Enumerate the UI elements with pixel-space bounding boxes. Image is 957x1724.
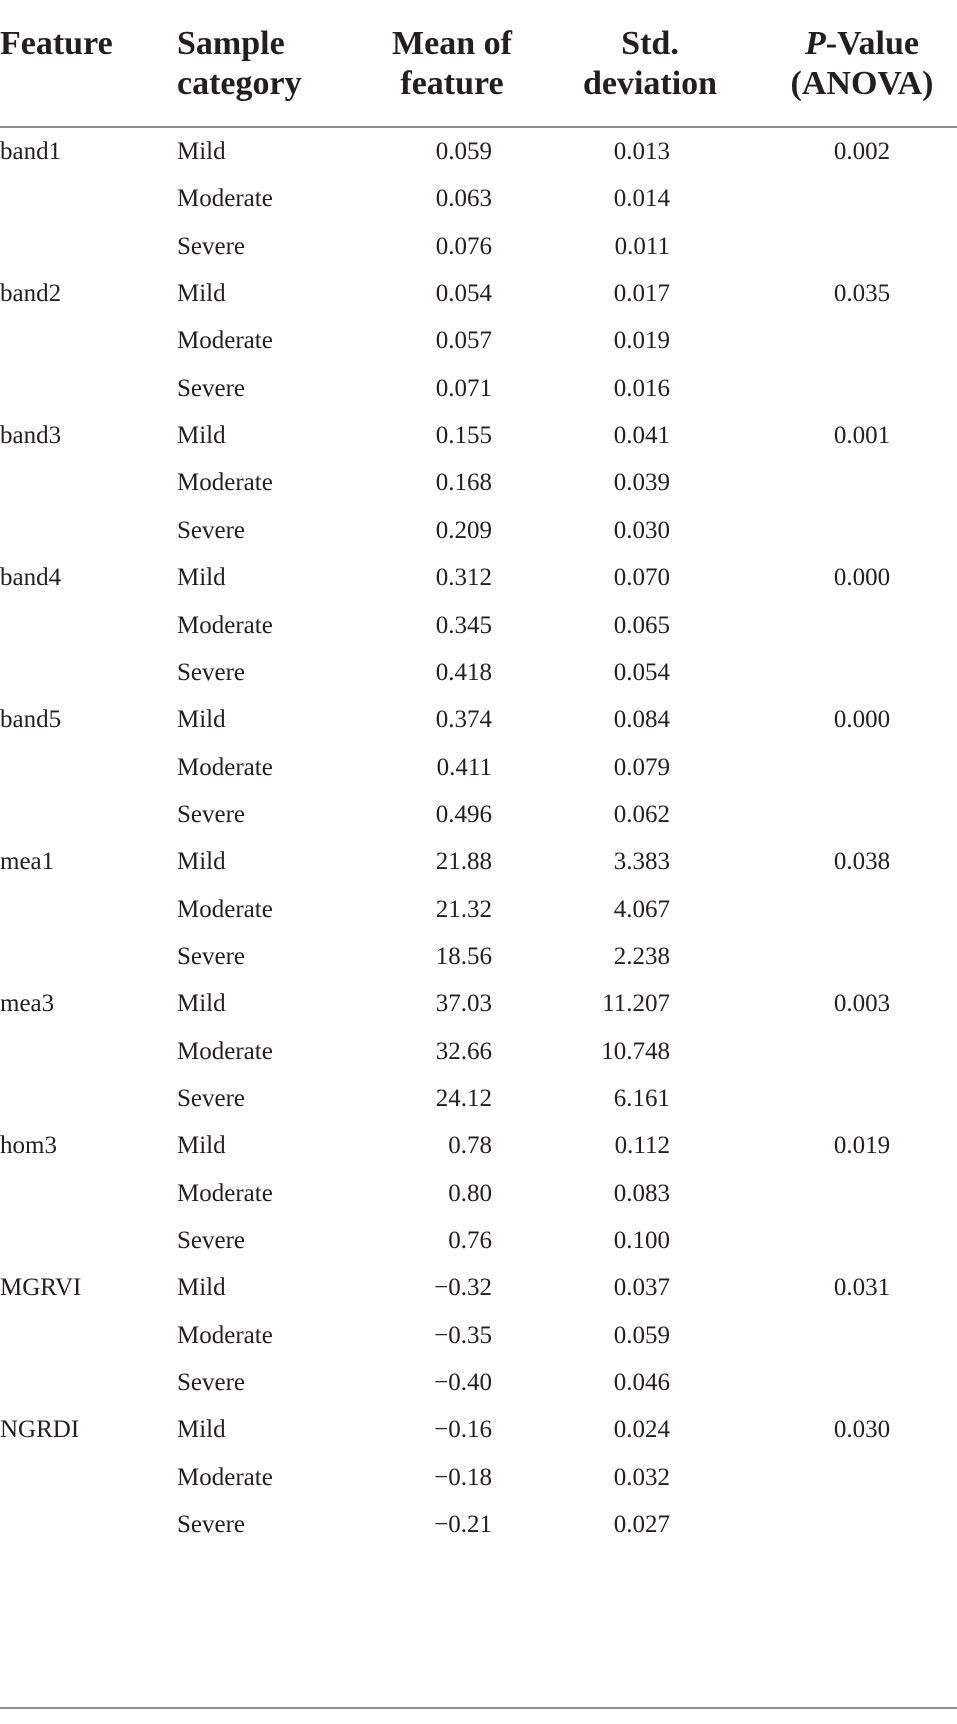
- cell-std-deviation: 0.039: [613, 469, 670, 497]
- cell-sample-category: Moderate: [177, 753, 273, 781]
- table-row: [0, 742, 957, 794]
- cell-mean: 0.80: [448, 1179, 492, 1207]
- cell-std-deviation: 0.054: [613, 658, 670, 686]
- cell-mean: 37.03: [435, 990, 492, 1018]
- header-std-deviation: [550, 24, 750, 104]
- cell-std-deviation: 0.014: [613, 185, 670, 213]
- cell-feature: band5: [0, 706, 62, 734]
- cell-std-deviation: 2.238: [613, 942, 670, 970]
- table-row: [0, 694, 957, 746]
- cell-std-deviation: 0.019: [613, 327, 670, 355]
- table-row: [0, 457, 957, 509]
- cell-std-deviation: 4.067: [613, 895, 670, 923]
- table-row: [0, 1215, 957, 1267]
- cell-std-deviation: 0.062: [613, 800, 670, 828]
- table-row: [0, 1120, 957, 1172]
- cell-sample-category: Severe: [177, 1511, 246, 1539]
- cell-feature: hom3: [0, 1132, 57, 1160]
- table-row: [0, 978, 957, 1030]
- header-p-line-1: [762, 24, 957, 64]
- header-feature: [0, 24, 113, 64]
- cell-std-deviation: 0.070: [613, 564, 670, 592]
- cell-p-value: 0.002: [833, 138, 891, 165]
- cell-std-deviation: 11.207: [602, 990, 670, 1018]
- cell-p-value: 0.000: [833, 706, 891, 734]
- cell-mean: −0.21: [434, 1511, 492, 1539]
- cell-sample-category: Moderate: [177, 895, 273, 923]
- cell-p-value: 0.001: [833, 422, 891, 450]
- cell-sample-category: Severe: [177, 516, 246, 544]
- cell-mean: 0.209: [435, 516, 492, 544]
- cell-sample-category: Mild: [177, 422, 226, 450]
- table-row: [0, 221, 957, 273]
- cell-sample-category: Mild: [177, 706, 226, 734]
- table-row: [0, 931, 957, 983]
- cell-mean: 0.059: [435, 138, 492, 165]
- header-category-line-2: category: [177, 65, 302, 102]
- header-p-line-2: (ANOVA): [790, 65, 934, 102]
- cell-sample-category: Severe: [177, 1085, 246, 1112]
- cell-mean: −0.16: [434, 1416, 492, 1444]
- cell-sample-category: Moderate: [177, 327, 273, 355]
- cell-mean: 0.345: [435, 611, 492, 639]
- cell-feature: NGRDI: [0, 1416, 80, 1444]
- cell-mean: 21.32: [435, 895, 492, 923]
- cell-mean: 0.76: [448, 1227, 492, 1255]
- table-row: [0, 363, 957, 415]
- cell-feature: MGRVI: [0, 1274, 82, 1302]
- cell-sample-category: Mild: [177, 280, 226, 308]
- cell-mean: 0.496: [435, 800, 492, 828]
- cell-mean: 0.071: [435, 374, 492, 402]
- cell-p-value: 0.035: [833, 280, 891, 308]
- cell-std-deviation: 0.017: [613, 280, 670, 308]
- cell-sample-category: Severe: [177, 1369, 246, 1397]
- table-row: [0, 600, 957, 652]
- table-row: [0, 505, 957, 557]
- cell-mean: −0.32: [434, 1274, 492, 1302]
- cell-feature: band1: [0, 138, 62, 165]
- cell-std-deviation: 0.065: [613, 611, 670, 639]
- cell-sample-category: Moderate: [177, 469, 273, 497]
- cell-feature: band2: [0, 280, 62, 308]
- table-row: [0, 1262, 957, 1314]
- cell-sample-category: Severe: [177, 374, 246, 402]
- cell-std-deviation: 10.748: [601, 1037, 670, 1065]
- cell-sample-category: Severe: [177, 800, 246, 828]
- cell-std-deviation: 0.100: [613, 1227, 670, 1255]
- cell-mean: 0.78: [448, 1132, 492, 1160]
- table-row: [0, 1452, 957, 1504]
- cell-p-value: 0.030: [833, 1416, 891, 1444]
- table-row: [0, 1499, 957, 1551]
- cell-sample-category: Severe: [177, 232, 246, 260]
- header-std-line-1: Std.: [621, 25, 679, 62]
- cell-sample-category: Mild: [177, 1416, 226, 1444]
- cell-mean: −0.18: [434, 1463, 492, 1491]
- cell-sample-category: Severe: [177, 1227, 246, 1255]
- cell-p-value: 0.000: [833, 564, 891, 592]
- cell-feature: mea1: [0, 848, 55, 876]
- cell-feature: band3: [0, 422, 62, 450]
- cell-std-deviation: 0.041: [613, 422, 670, 450]
- cell-std-deviation: 0.013: [613, 138, 670, 165]
- header-mean-line-1: Mean of: [392, 25, 512, 62]
- cell-p-value: 0.003: [833, 990, 891, 1018]
- cell-mean: 0.312: [435, 564, 492, 592]
- cell-sample-category: Mild: [177, 848, 226, 876]
- table-row: [0, 268, 957, 320]
- cell-mean: 0.063: [435, 185, 492, 213]
- table-row: [0, 315, 957, 367]
- table-row: [0, 173, 957, 225]
- cell-std-deviation: 0.032: [613, 1463, 670, 1491]
- cell-sample-category: Mild: [177, 1274, 226, 1302]
- header-p-rest: -Value: [825, 25, 919, 62]
- cell-std-deviation: 0.079: [613, 753, 670, 781]
- cell-p-value: 0.019: [833, 1132, 891, 1160]
- cell-std-deviation: 0.059: [613, 1321, 670, 1349]
- cell-p-value: 0.038: [833, 848, 891, 876]
- cell-mean: −0.40: [434, 1369, 492, 1397]
- cell-std-deviation: 0.037: [613, 1274, 670, 1302]
- cell-p-value: 0.031: [833, 1274, 891, 1302]
- bottom-rule: [0, 1707, 957, 1709]
- header-std-line-2: deviation: [582, 65, 718, 102]
- cell-sample-category: Moderate: [177, 1463, 273, 1491]
- cell-feature: mea3: [0, 990, 55, 1018]
- header-mean-of-feature: [352, 24, 552, 104]
- cell-sample-category: Moderate: [177, 1037, 273, 1065]
- cell-sample-category: Mild: [177, 1132, 226, 1160]
- cell-sample-category: Moderate: [177, 611, 273, 639]
- cell-std-deviation: 0.011: [614, 232, 670, 260]
- cell-std-deviation: 0.027: [613, 1511, 670, 1539]
- cell-mean: 24.12: [435, 1085, 492, 1112]
- cell-mean: 0.054: [435, 280, 492, 308]
- table-row: [0, 884, 957, 936]
- table-row: [0, 126, 957, 178]
- table-row: [0, 836, 957, 888]
- table-row: [0, 647, 957, 699]
- table-row: [0, 1357, 957, 1409]
- cell-sample-category: Severe: [177, 658, 246, 686]
- cell-sample-category: Mild: [177, 564, 226, 592]
- cell-mean: 21.88: [435, 848, 492, 876]
- cell-std-deviation: 0.112: [614, 1132, 670, 1160]
- cell-mean: 0.418: [435, 658, 492, 686]
- table-row: [0, 410, 957, 462]
- table-row: [0, 1310, 957, 1362]
- cell-std-deviation: 0.024: [613, 1416, 670, 1444]
- cell-sample-category: Severe: [177, 942, 246, 970]
- header-mean-line-2: feature: [400, 65, 504, 102]
- cell-mean: 0.057: [435, 327, 492, 355]
- cell-std-deviation: 0.046: [613, 1369, 670, 1397]
- cell-std-deviation: 3.383: [613, 848, 670, 876]
- cell-std-deviation: 0.030: [613, 516, 670, 544]
- header-p-value: [762, 24, 957, 104]
- cell-mean: 0.168: [435, 469, 492, 497]
- cell-std-deviation: 6.161: [613, 1085, 670, 1112]
- cell-mean: 0.155: [435, 422, 492, 450]
- cell-std-deviation: 0.083: [613, 1179, 670, 1207]
- header-feature-line-1: Feature: [0, 25, 113, 62]
- table-row: [0, 1026, 957, 1078]
- cell-sample-category: Mild: [177, 138, 226, 165]
- table-row: [0, 1168, 957, 1220]
- cell-feature: band4: [0, 564, 62, 592]
- table-row: [0, 1073, 957, 1125]
- cell-sample-category: Moderate: [177, 185, 273, 213]
- table-row: [0, 789, 957, 841]
- cell-mean: 32.66: [435, 1037, 492, 1065]
- header-sample-category: [177, 24, 302, 104]
- cell-mean: 0.374: [435, 706, 492, 734]
- header-category-line-1: Sample: [177, 25, 285, 62]
- cell-mean: −0.35: [434, 1321, 492, 1349]
- cell-mean: 0.076: [435, 232, 492, 260]
- cell-sample-category: Mild: [177, 990, 226, 1018]
- cell-mean: 0.411: [436, 753, 492, 781]
- cell-std-deviation: 0.084: [613, 706, 670, 734]
- cell-sample-category: Moderate: [177, 1321, 273, 1349]
- cell-sample-category: Moderate: [177, 1179, 273, 1207]
- header-p-italic: P: [805, 25, 826, 62]
- table-row: [0, 552, 957, 604]
- table-row: [0, 1404, 957, 1456]
- cell-std-deviation: 0.016: [613, 374, 670, 402]
- cell-mean: 18.56: [435, 942, 492, 970]
